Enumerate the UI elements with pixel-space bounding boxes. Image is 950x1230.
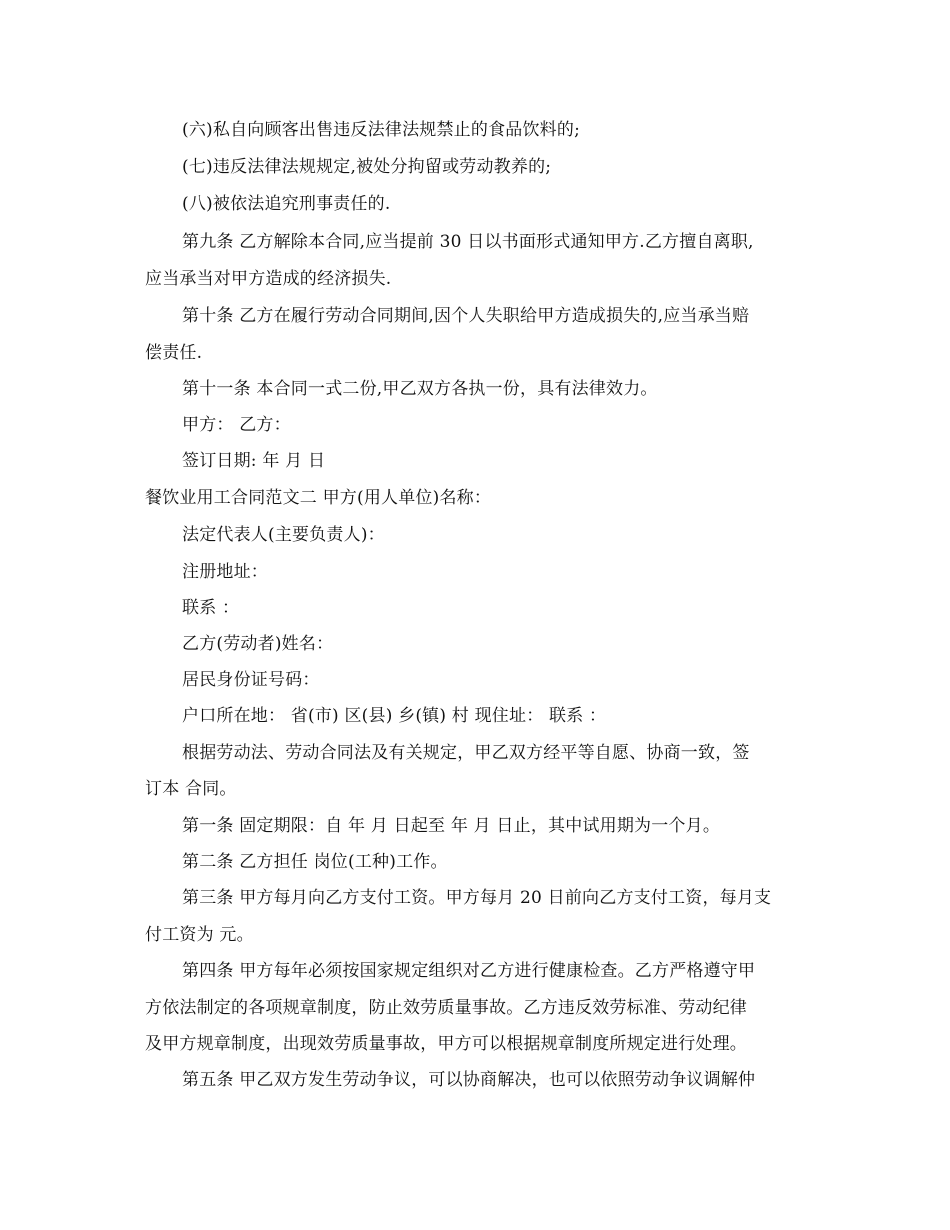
text-line: 订本 合同。	[145, 779, 237, 799]
text-line: 法定代表人(主要负责人)：	[182, 525, 385, 545]
text-line: 居民身份证号码：	[182, 670, 320, 690]
text-line: 甲方： 乙方：	[182, 415, 291, 435]
text-line: 第四条 甲方每年必须按国家规定组织对乙方进行健康检查。乙方严格遵守甲	[182, 961, 756, 981]
text-line: 第十一条 本合同一式二份,甲乙双方各执一份，具有法律效力。	[182, 379, 658, 399]
text-line: 第十条 乙方在履行劳动合同期间,因个人失职给甲方造成损失的,应当承当赔	[182, 306, 750, 326]
text-line: 联系 ：	[182, 598, 240, 618]
text-line: 户口所在地： 省(市) 区(县) 乡(镇) 村 现住址： 联系 ：	[182, 706, 607, 726]
text-line: 第三条 甲方每月向乙方支付工资。甲方每月 20 日前向乙方支付工资，每月支	[182, 888, 772, 908]
text-line: 应当承当对甲方造成的经济损失.	[145, 269, 392, 289]
text-line: 签订日期: 年 月 日	[182, 451, 326, 471]
text-line: 第一条 固定期限：自 年 月 日起至 年 月 日止，其中试用期为一个月。	[182, 816, 721, 836]
text-line: 及甲方规章制度，出现效劳质量事故，甲方可以根据规章制度所规定进行处理。	[145, 1034, 747, 1054]
text-line: (六)私自向顾客出售违反法律法规禁止的食品饮料的;	[182, 120, 580, 140]
text-line: (七)违反法律法规规定,被处分拘留或劳动教养的;	[182, 157, 552, 177]
text-line: 餐饮业用工合同范文二 甲方(用人单位)名称：	[145, 488, 492, 508]
text-line: 第二条 乙方担任 岗位(工种)工作。	[182, 852, 448, 872]
text-line: 第五条 甲乙双方发生劳动争议，可以协商解决，也可以依照劳动争议调解仲	[182, 1070, 756, 1090]
text-line: 乙方(劳动者)姓名：	[182, 634, 334, 654]
text-line: 第九条 乙方解除本合同,应当提前 30 日以书面形式通知甲方.乙方擅自离职,	[182, 232, 754, 252]
text-line: 注册地址：	[182, 562, 268, 582]
text-line: (八)被依法追究刑事责任的.	[182, 194, 391, 214]
text-line: 付工资为 元。	[145, 925, 254, 945]
text-line: 根据劳动法、劳动合同法及有关规定，甲乙双方经平等自愿、协商一致，签	[182, 743, 750, 763]
text-line: 方依法制定的各项规章制度，防止效劳质量事故。乙方违反效劳标准、劳动纪律	[145, 998, 747, 1018]
text-line: 偿责任.	[145, 343, 203, 363]
